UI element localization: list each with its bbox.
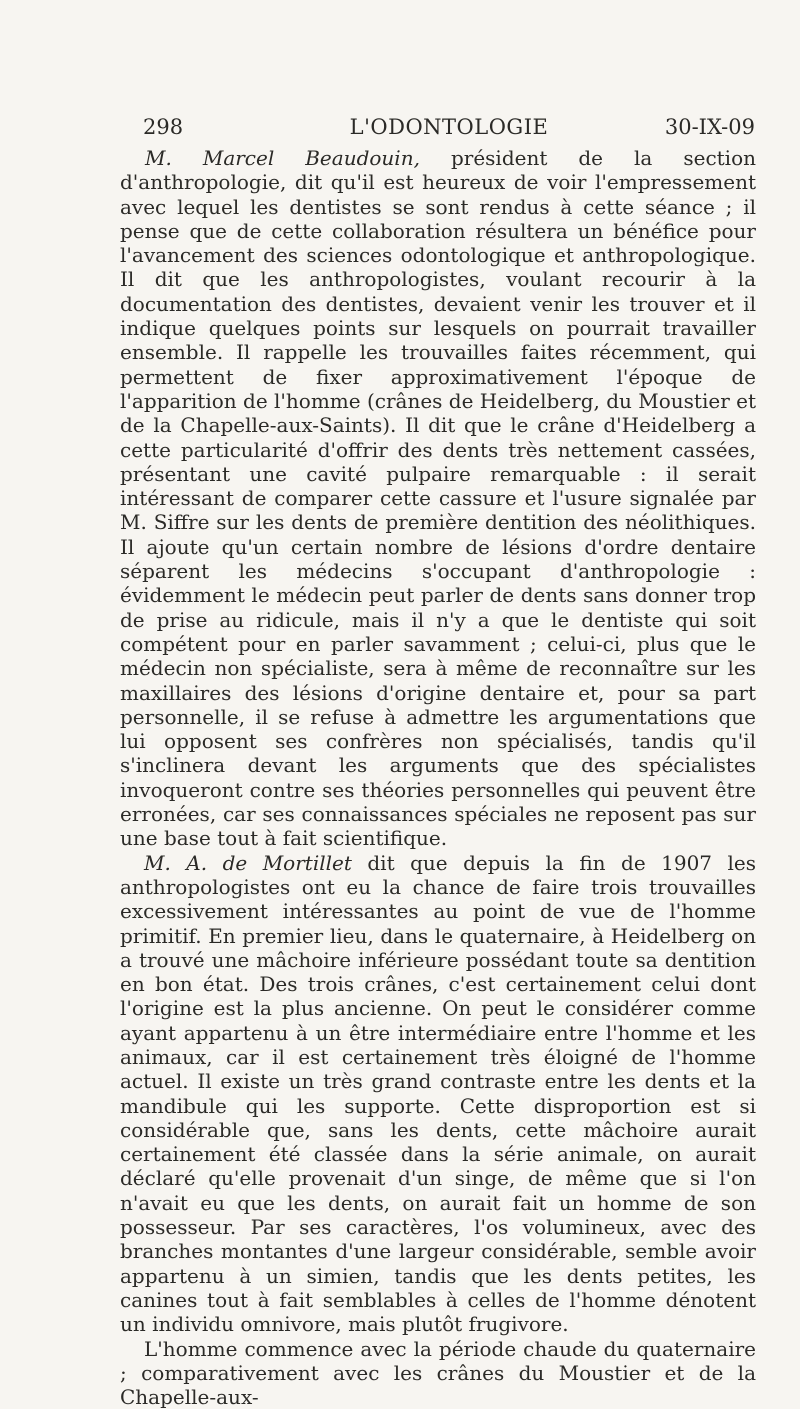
journal-title: L'ODONTOLOGIE xyxy=(349,115,549,139)
paragraph-text: L'homme commence avec la période chaude du quaternaire ; comparativement avec les crânes du Moustier et de la Chapelle-aux- xyxy=(120,1336,756,1409)
body-text xyxy=(120,146,756,1409)
page-number: 298 xyxy=(143,115,184,139)
paragraph-mortillet xyxy=(120,851,756,1337)
paragraph-text: président de la section d'anthropologie, dit qu'il est heureux de voir l'empressement avec lequel les dentistes se sont rendus à cette séance ; il pense que de cette collaboration résultera un bénéfice pour l'avancement des sciences odontologique et anthropologique. Il dit que les anthropologistes, voulant recourir à la documentation des dentistes, devaient venir les trouver et il indique quelques points sur lesquels on pourrait travailler ensemble. Il rappelle les trouvailles faites récemment, qui permettent de fixer approximativement l'époque de l'apparition de l'homme (crânes de Heidelberg, du Moustier et de la Chapelle-aux-Saints). Il dit que le crâne d'Heidelberg a cette particularité d'offrir des dents très nettement cassées, présentant une cavité pulpaire remarquable : il serait intéressant de comparer cette cassure et l'usure signalée par M. Siffre sur les dents de première dentition des néolithiques. Il ajoute qu'un certain nombre de lésions d'ordre dentaire séparent les médecins s'occupant d'anthropologie : évidemment le médecin peut parler de dents sans donner trop de prise au ridicule, mais il n'y a que le dentiste qui soit compétent pour en parler savamment ; celui-ci, plus que le médecin non spécialiste, sera à même de reconnaître sur les maxillaires des lésions d'origine dentaire et, pour sa part personnelle, il se refuse à admettre les argumentations que lui opposent ses confrères non spécialisés, tandis qu'il s'inclinera devant les arguments que des spécialistes invoqueront contre ses théories personnelles qui peuvent être erronées, car ses connaissances spéciales ne reposent pas sur une base tout à fait scientifique. xyxy=(120,146,756,851)
speaker-name: M. A. de Mortillet xyxy=(144,850,352,875)
issue-date: 30-IX-09 xyxy=(664,115,755,139)
paragraph-text: dit que depuis la fin de 1907 les anthropologistes ont eu la chance de faire trois trouvailles excessivement intéressantes au point de vue de l'homme primitif. En premier lieu, dans le quaternaire, à Heidelberg on a trouvé une mâchoire inférieure possédant toute sa dentition en bon état. Des trois crânes, c'est certainement celui dont l'origine est la plus ancienne. On peut le considérer comme ayant appartenu à un être intermédiaire entre l'homme et les animaux, car il est certainement très éloigné de l'homme actuel. Il existe un très grand contraste entre les dents et la mandibule qui les supporte. Cette disproportion est si considérable que, sans les dents, cette mâchoire aurait certainement été classée dans la série animale, on aurait déclaré qu'elle provenait d'un singe, de même que si l'on n'avait eu que les dents, on aurait fait un homme de son possesseur. Par ses caractères, l'os volumineux, avec des branches montantes d'une largeur considérable, semble avoir appartenu à un simien, tandis que les dents petites, les canines tout à fait semblables à celles de l'homme dénotent un individu omnivore, mais plutôt frugivore. xyxy=(120,850,757,1337)
paragraph-continuation xyxy=(120,1337,756,1409)
paragraph-beaudouin xyxy=(120,146,756,851)
running-head xyxy=(143,110,755,144)
speaker-name: M. Marcel Beaudouin, xyxy=(145,146,420,170)
